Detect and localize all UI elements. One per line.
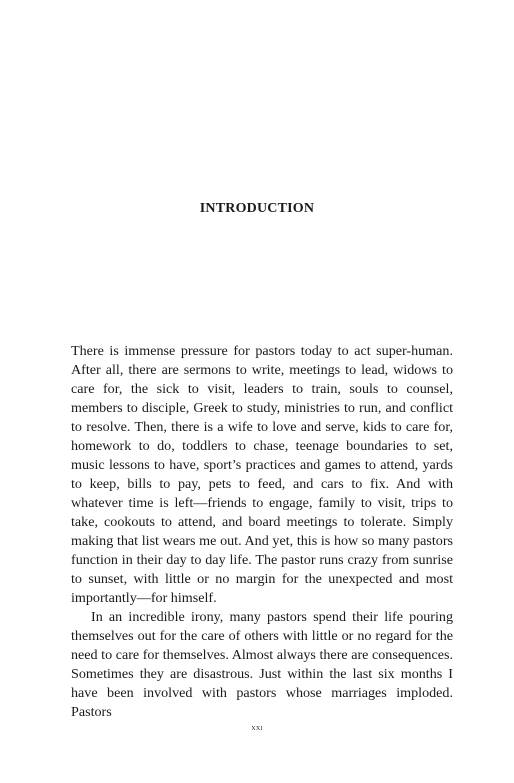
paragraph-1: There is immense pressure for pastors today to act super-human. After all, there are sermons to write, meetings to lead, widows to care for, the sick to visit, leaders to train, souls to counsel, members to disciple, Greek to study, ministries to run, and conflict to resolve. Then, there is a wife to love and serve, kids to care for, homework to do, toddlers to chase, teenage boundaries to set, music lessons to have, sport’s practices and games to attend, yards to keep, bills to pay, pets to feed, and cars to fix. And with whatever time is left—friends to engage, family to visit, trips to take, cookouts to attend, and board meetings to tolerate. Simply making that list wears me out. And yet, this is how so many pastors function in their day to day life. The pastor runs crazy from sunrise to sunset, with little or no margin for the unexpected and most importantly—for himself. [71, 343, 453, 606]
paragraph-2: In an incredible irony, many pastors spend their life pouring themselves out for the care of others with little or no regard for the need to care for themselves. Almost always there are consequences. Sometimes they are disastrous. Just within the last six months I have been involved with pastors whose marriages imploded. Pastors [71, 609, 453, 720]
page-number: xxi [251, 722, 263, 732]
body-text [71, 342, 453, 722]
chapter-title: INTRODUCTION [199, 201, 315, 216]
